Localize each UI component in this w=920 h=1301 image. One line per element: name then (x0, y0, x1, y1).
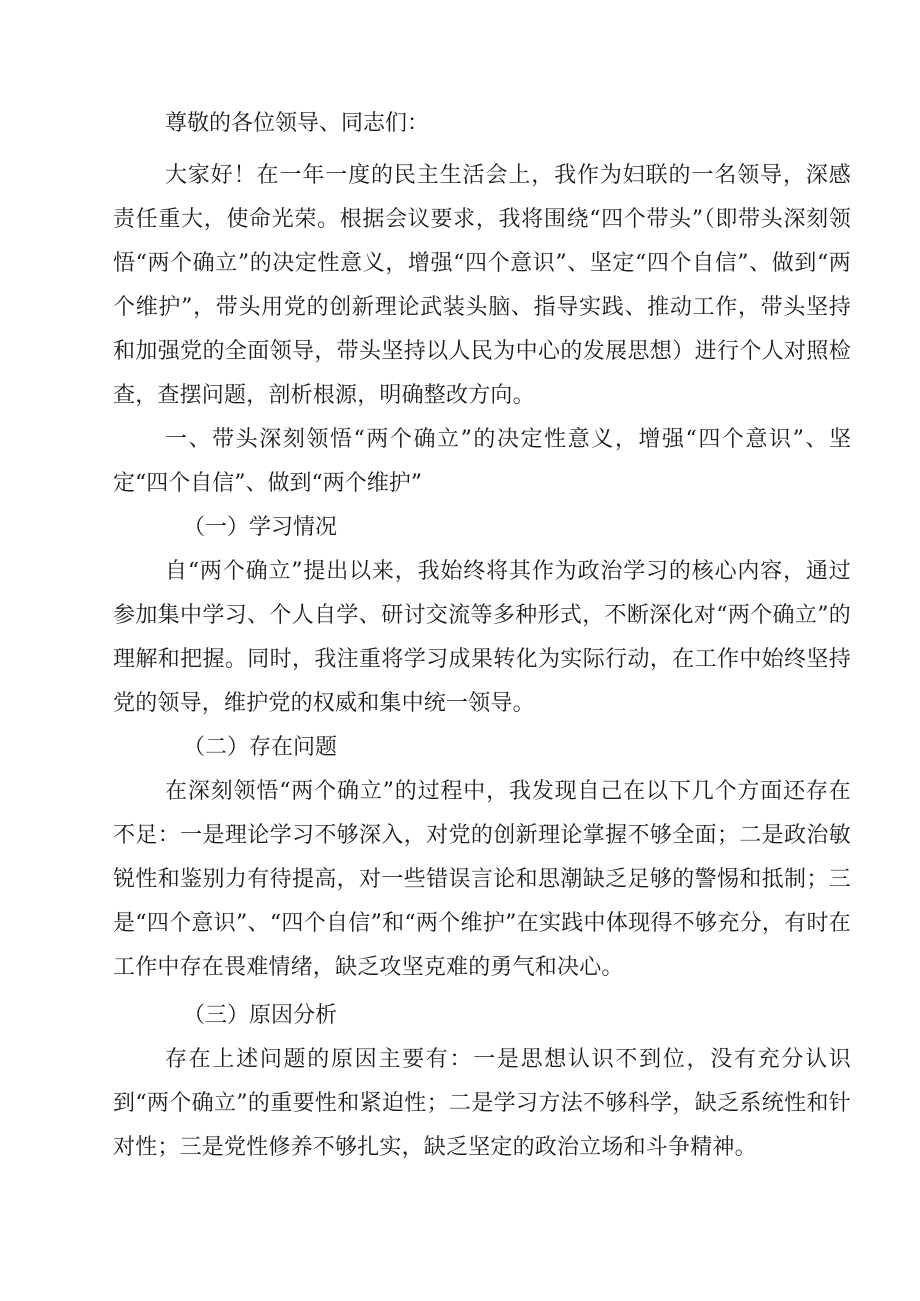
subsection-body-problems: 在深刻领悟“两个确立”的过程中，我发现自己在以下几个方面还存在不足：一是理论学习不够深入，对党的创新理论掌握不够全面；二是政治敏锐性和鉴别力有待提高，对一些错误言论和思潮缺乏足够的警惕和抵制；三是“四个意识”、“四个自信”和“两个维护”在实践中体现得不够充分，有时在工作中存在畏难情绪，缺乏攻坚克难的勇气和决心。 (113, 779, 851, 980)
salutation: 尊敬的各位领导、同志们： (165, 111, 430, 136)
section-one-title: 一、带头深刻领悟“两个确立”的决定性意义，增强“四个意识”、坚定“四个自信”、做到“两个维护” (113, 427, 851, 496)
subsection-heading-study: （一）学习情况 (183, 515, 338, 540)
subsection-body-study: 自“两个确立”提出以来，我始终将其作为政治学习的核心内容，通过参加集中学习、个人自学、研讨交流等多种形式，不断深化对“两个确立”的理解和把握。同时，我注重将学习成果转化为实际行动，在工作中始终坚持党的领导，维护党的权威和集中统一领导。 (113, 559, 851, 716)
document-body (113, 102, 851, 1170)
intro-paragraph: 大家好！在一年一度的民主生活会上，我作为妇联的一名领导，深感责任重大，使命光荣。根据会议要求，我将围绕“四个带头”（即带头深刻领悟“两个确立”的决定性意义，增强“四个意识”、坚定“四个自信”、做到“两个维护”，带头用党的创新理论武装头脑、指导实践、推动工作，带头坚持和加强党的全面领导，带头坚持以人民为中心的发展思想）进行个人对照检查，查摆问题，剖析根源，明确整改方向。 (113, 163, 851, 408)
subsection-heading-causes: （三）原因分析 (183, 1003, 338, 1028)
subsection-body-causes: 存在上述问题的原因主要有：一是思想认识不到位，没有充分认识到“两个确立”的重要性和紧迫性；二是学习方法不够科学，缺乏系统性和针对性；三是党性修养不够扎实，缺乏坚定的政治立场和斗争精神。 (113, 1047, 851, 1160)
subsection-heading-problems: （二）存在问题 (183, 735, 338, 760)
